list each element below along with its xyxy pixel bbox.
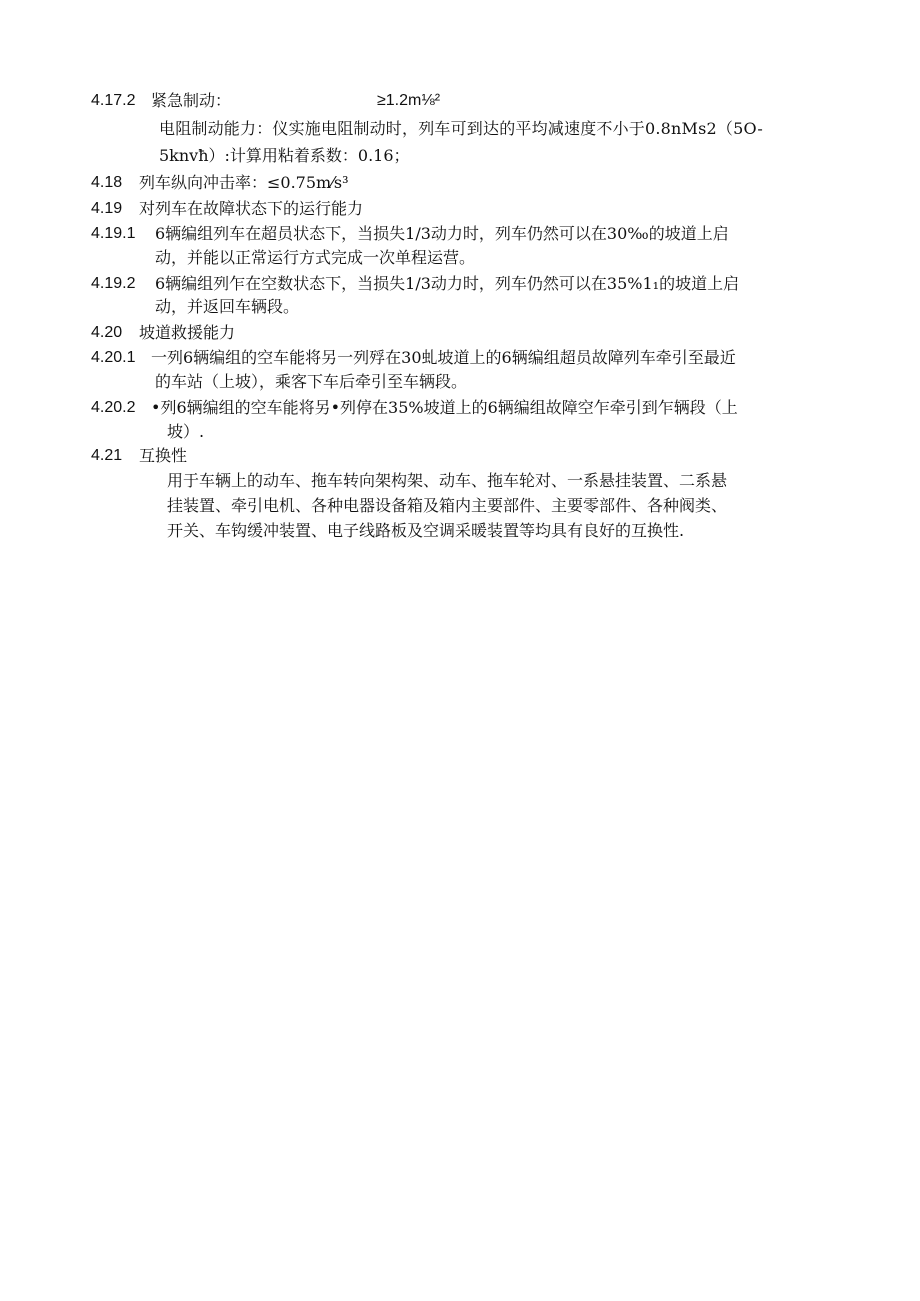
clause-text-line: 的车站（上坡），乘客下车后牵引至车辆段。	[155, 372, 468, 391]
clause-number: 4.20	[91, 324, 123, 341]
clause-text-line: •列6辆编组的空车能将另•列停在35%坡道上的6辆编组故障空乍牵引到乍辆段（上	[151, 398, 738, 417]
clause-number: 4.20.1	[91, 349, 136, 366]
clause-text-line: 动，并返回车辆段。	[155, 297, 300, 316]
paragraph-line: 用于车辆上的动车、拖车转向架构架、动车、拖车轮对、一系悬挂装置、二系悬	[167, 471, 728, 490]
clause-number: 4.21	[91, 447, 123, 464]
clause-text: 对列车在故障状态下的运行能力	[139, 199, 364, 218]
clause-value: ≥1.2m⅛²	[377, 92, 441, 109]
paragraph-line: 挂装置、牵引电机、各种电器设备箱及箱内主要部件、主要零部件、各种阀类、	[167, 496, 728, 515]
clause-text-line: 动，并能以正常运行方式完成一次单程运营。	[155, 248, 476, 267]
clause-text-line: 6辆编组列车在超员状态下，当损失1/3动力时，列车仍然可以在30‰的坡道上启	[155, 224, 729, 243]
clause-text: 坡道救援能力	[139, 323, 236, 342]
clause-text-line: 6辆编组列乍在空数状态下，当损失1/3动力时，列车仍然可以在35%1₁的坡道上启	[155, 274, 740, 293]
clause-number: 4.17.2	[91, 92, 136, 109]
paragraph-line: 电阻制动能力：仪实施电阻制动时，列车可到达的平均减速度不小于0.8nMs2（5O-	[159, 119, 764, 138]
paragraph-line: 开关、车钩缓冲装置、电子线路板及空调采暖装置等均具有良好的互换性.	[167, 521, 685, 540]
clause-text: 互换性	[139, 446, 188, 465]
clause-text: 列车纵向冲击率：≤0.75m⁄s³	[139, 173, 349, 192]
clause-number: 4.19.1	[91, 225, 136, 242]
paragraph-line: 5knvħ）:计算用粘着系数：0.16；	[159, 146, 410, 165]
clause-text-line: 坡）.	[167, 422, 205, 441]
clause-text: 紧急制动：	[151, 91, 232, 110]
clause-text-line: 一列6辆编组的空车能将另一列殍在30虬坡道上的6辆编组超员故障列车牵引至最近	[151, 348, 736, 367]
clause-number: 4.18	[91, 174, 123, 191]
clause-number: 4.19.2	[91, 275, 136, 292]
clause-number: 4.20.2	[91, 399, 136, 416]
clause-number: 4.19	[91, 200, 123, 217]
